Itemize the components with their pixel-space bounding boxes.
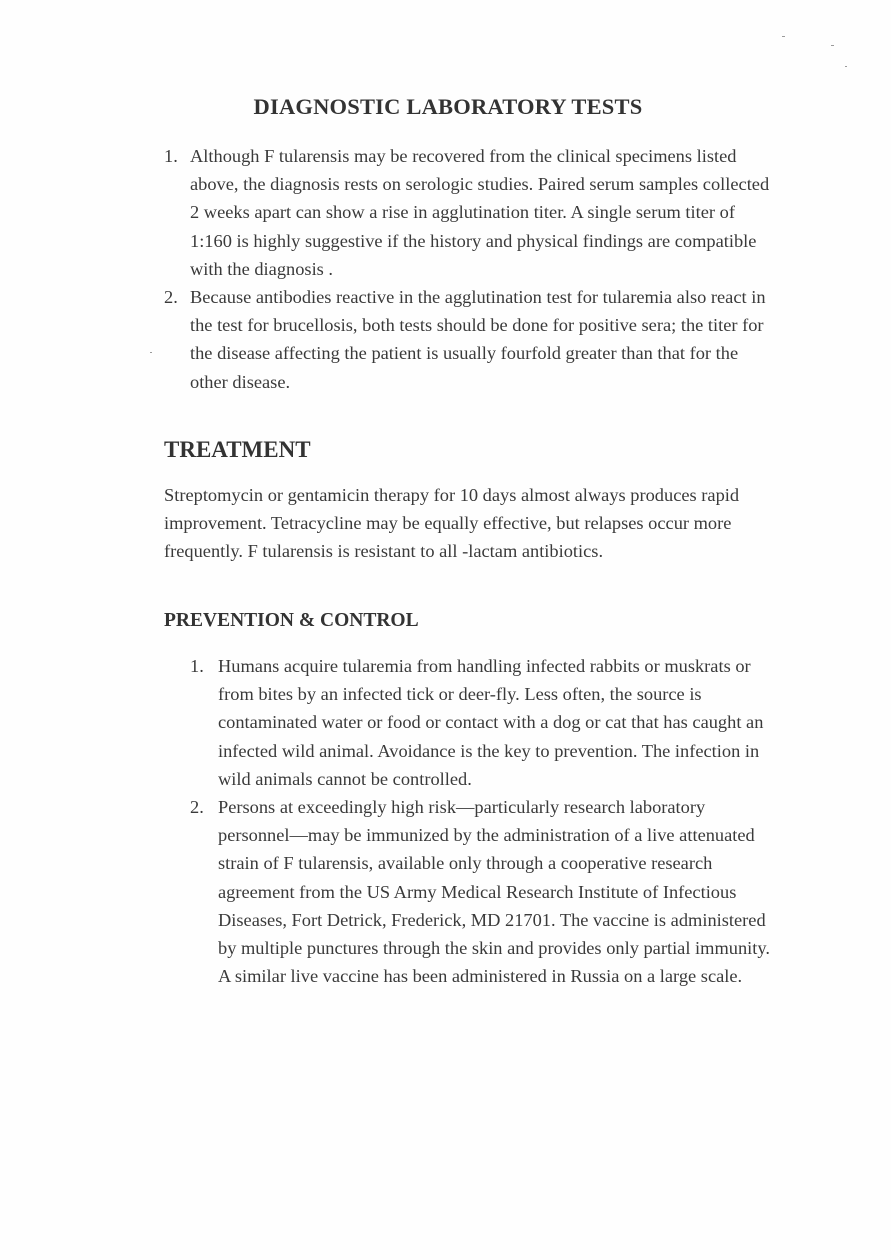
item-text: Humans acquire tularemia from handling infected rabbits or muskrats or from bites by an infected tick or deer-fly. Less often, the source is contaminated water or food or contact with a dog or cat that has caught an infected wild animal. Avoidance is the key to prevention. The infection in wild animals cannot be controlled. <box>218 656 764 789</box>
item-text: Persons at exceedingly high risk—particularly research laboratory personnel—may be immunized by the administration of a live attenuated strain of F tularensis, available only through a cooperative research agreement from the US Army Medical Research Institute of Infectious Diseases, Fort Detrick, Frederick, MD 21701. The vaccine is administered by multiple punctures through the skin and provides only partial immunity. A similar live vaccine has been administered in Russia on a large scale. <box>218 797 770 987</box>
item-number: 1. <box>190 656 204 676</box>
list-item <box>164 283 774 396</box>
list-item <box>164 142 774 283</box>
treatment-heading: TREATMENT <box>164 437 311 462</box>
treatment-paragraph: Streptomycin or gentamicin therapy for 10 days almost always produces rapid improvement. Tetracycline may be equally effective, but relapses occur more frequently. F tularensis is resistant to all -lactam antibiotics. <box>164 485 740 562</box>
page-title: DIAGNOSTIC LABORATORY TESTS <box>253 94 643 119</box>
scan-speck <box>845 66 847 67</box>
scan-speck <box>831 45 834 46</box>
item-number: 2. <box>190 797 204 818</box>
item-text: Because antibodies reactive in the agglutination test for tularemia also react in the test for brucellosis, both tests should be done for positive sera; the titer for the disease affecting the patient is usually fourfold greater than that for the other disease. <box>190 287 766 392</box>
prevention-heading: PREVENTION & CONTROL <box>164 610 419 631</box>
scan-speck <box>782 36 785 37</box>
scan-speck <box>150 352 152 353</box>
list-item <box>190 793 780 990</box>
item-text: Although F tularensis may be recovered from the clinical specimens listed above, the diagnosis rests on serologic studies. Paired serum samples collected 2 weeks apart can show a rise in agglutination titer. A single serum titer of 1:160 is highly suggestive if the history and physical findings are compatible with the diagnosis . <box>190 146 770 279</box>
diagnostic-tests-list <box>164 142 774 396</box>
list-item <box>190 652 780 793</box>
prevention-list <box>190 652 780 990</box>
item-number: 1. <box>164 146 178 166</box>
item-number: 2. <box>164 287 178 308</box>
